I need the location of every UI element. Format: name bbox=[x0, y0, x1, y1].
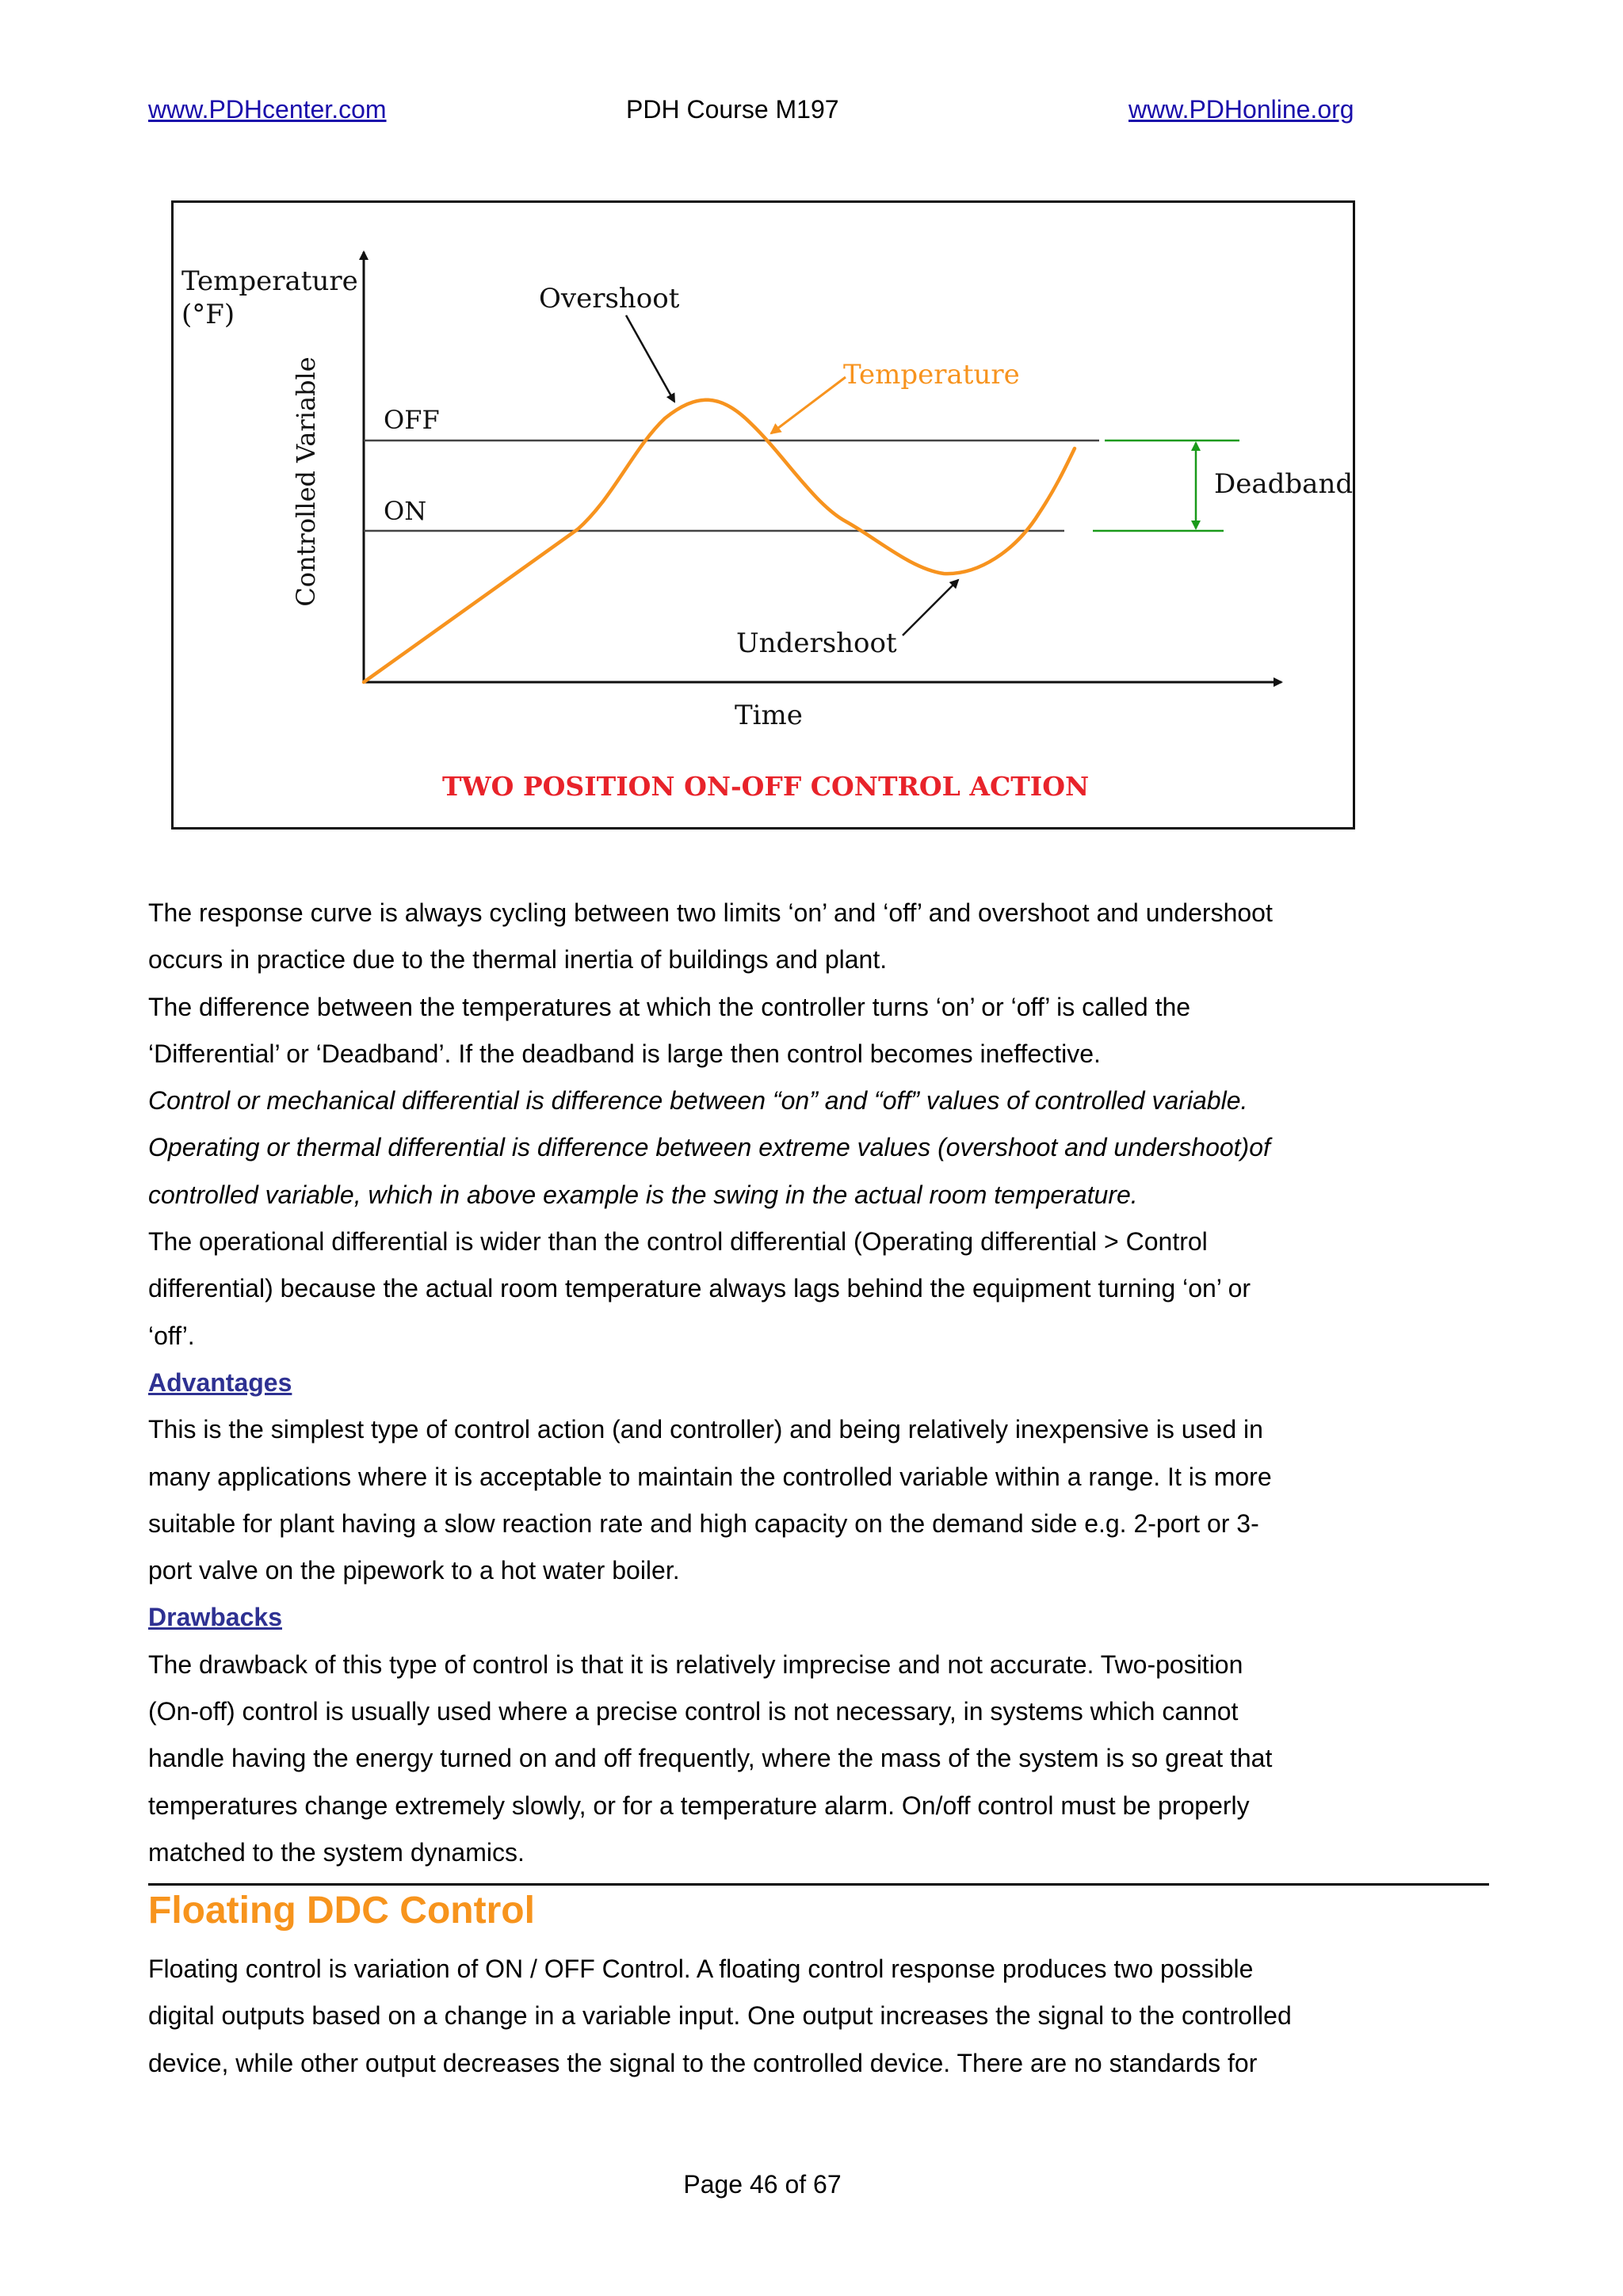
text-line: (On-off) control is usually used where a precise control is not necessary, in systems which cannot bbox=[148, 1697, 1239, 1726]
section-paragraph bbox=[148, 1946, 1384, 2087]
text-line: This is the simplest type of control action (and controller) and being relatively inexpensive is used in bbox=[148, 1415, 1263, 1444]
text-line: port valve on the pipework to a hot water boiler. bbox=[148, 1556, 680, 1585]
undershoot-label: Undershoot bbox=[736, 627, 897, 659]
text-line: matched to the system dynamics. bbox=[148, 1837, 525, 1867]
text-line: Control or mechanical differential is difference between “on” and “off” values of controlled variable. bbox=[148, 1086, 1248, 1116]
subheading: Drawbacks bbox=[148, 1603, 282, 1632]
course-title: PDH Course M197 bbox=[626, 95, 839, 124]
deadband-label: Deadband bbox=[1214, 468, 1354, 500]
text-line: The response curve is always cycling between two limits ‘on’ and ‘off’ and overshoot and undershoot bbox=[148, 898, 1273, 927]
text-line: suitable for plant having a slow reaction rate and high capacity on the demand side e.g. 2-port or 3- bbox=[148, 1508, 1259, 1538]
text-line: occurs in practice due to the thermal inertia of buildings and plant. bbox=[148, 945, 888, 974]
temperature-pointer bbox=[771, 377, 846, 433]
text-line: many applications where it is acceptable to maintain the controlled variable within a range. It is more bbox=[148, 1462, 1272, 1491]
temperature-label: Temperature bbox=[843, 359, 1020, 391]
y-axis-rotated-label: Controlled Variable bbox=[291, 357, 321, 607]
text-line: controlled variable, which in above example is the swing in the actual room temperature. bbox=[148, 1180, 1138, 1209]
pdhonline-link[interactable]: www.PDHonline.org bbox=[1128, 95, 1354, 124]
text-line: digital outputs based on a change in a variable input. One output increases the signal to the controlled bbox=[148, 2001, 1292, 2031]
text-line: Operating or thermal differential is difference between extreme values (overshoot and undershoot)of bbox=[148, 1133, 1270, 1162]
off-label: OFF bbox=[384, 405, 440, 435]
text-line: ‘Differential’ or ‘Deadband’. If the deadband is large then control becomes ineffective. bbox=[148, 1039, 1101, 1068]
text-line: Floating control is variation of ON / OFF Control. A floating control response produces two possible bbox=[148, 1955, 1254, 1983]
text-line: The operational differential is wider than the control differential (Operating differential > Control bbox=[148, 1227, 1208, 1257]
text-line: The difference between the temperatures at which the controller turns ‘on’ or ‘off’ is called the bbox=[148, 992, 1191, 1021]
header-right-link[interactable] bbox=[1128, 93, 1354, 125]
text-line: temperatures change extremely slowly, or for a temperature alarm. On/off control must be properly bbox=[148, 1791, 1250, 1820]
overshoot-label: Overshoot bbox=[539, 283, 680, 315]
control-diagram bbox=[174, 203, 1358, 832]
body-text bbox=[148, 890, 1384, 1876]
undershoot-pointer bbox=[903, 580, 958, 635]
text-line: ‘off’. bbox=[148, 1321, 195, 1350]
text-line: handle having the energy turned on and off frequently, where the mass of the system is so great that bbox=[148, 1744, 1273, 1773]
y-axis-label-line1: Temperature bbox=[181, 265, 358, 297]
text-line: The drawback of this type of control is that it is relatively imprecise and not accurate. Two-position bbox=[148, 1650, 1243, 1679]
header-left-link[interactable] bbox=[148, 93, 387, 125]
subheading: Advantages bbox=[148, 1367, 292, 1397]
overshoot-pointer bbox=[626, 315, 674, 402]
section-divider bbox=[148, 1883, 1489, 1886]
pdhcenter-link[interactable]: www.PDHcenter.com bbox=[148, 95, 387, 124]
figure-caption: TWO POSITION ON-OFF CONTROL ACTION bbox=[442, 771, 1090, 802]
on-label: ON bbox=[384, 496, 427, 526]
text-line: differential) because the actual room temperature always lags behind the equipment turning ‘on’ or bbox=[148, 1274, 1251, 1303]
text-line: device, while other output decreases the signal to the controlled device. There are no standards for bbox=[148, 2048, 1258, 2077]
page-number: Page 46 of 67 bbox=[683, 2170, 842, 2199]
y-axis-label-line2: (°F) bbox=[181, 299, 235, 330]
section-title: Floating DDC Control bbox=[148, 1890, 535, 1932]
x-axis-label: Time bbox=[735, 700, 803, 731]
on-off-control-figure bbox=[171, 200, 1355, 830]
temperature-curve bbox=[364, 400, 1075, 682]
